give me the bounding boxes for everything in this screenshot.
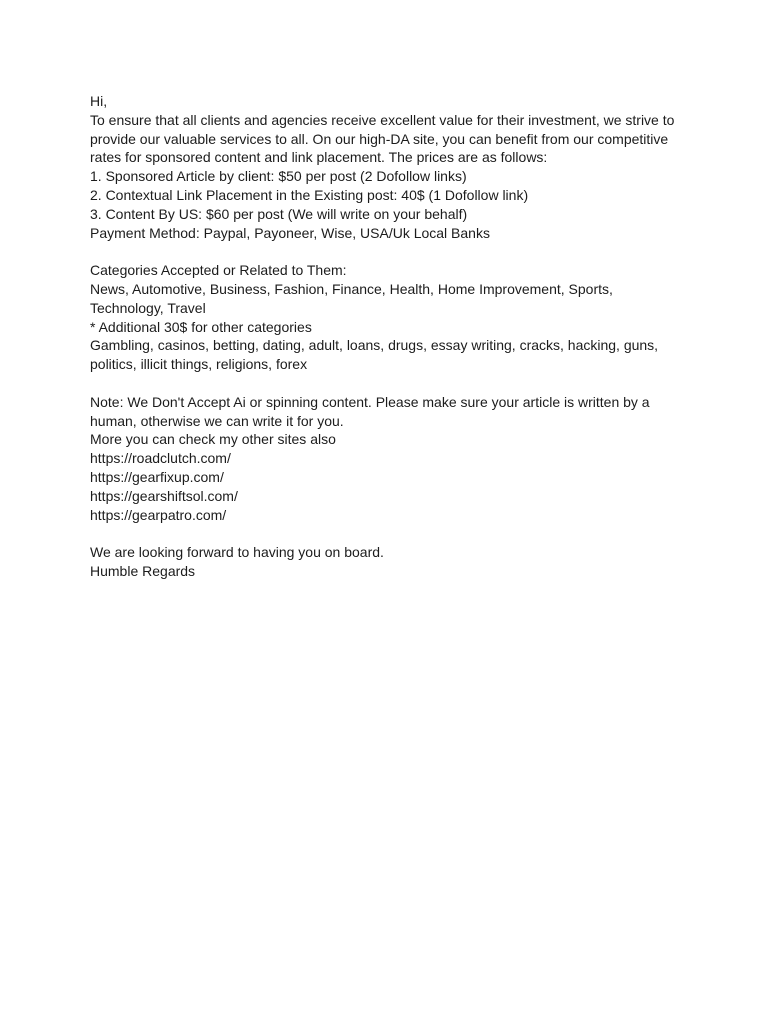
site-url: https://gearpatro.com/	[90, 506, 227, 523]
price-item: 3. Content By US: $60 per post (We will write on your behalf)	[90, 205, 468, 222]
categories-line: News, Automotive, Business, Fashion, Finance, Health, Home Improvement, Sports,	[90, 280, 613, 297]
intro-line: provide our valuable services to all. On our high-DA site, you can benefit from our competitive	[90, 130, 669, 147]
price-item: 2. Contextual Link Placement in the Existing post: 40$ (1 Dofollow link)	[90, 186, 529, 203]
other-categories-line: politics, illicit things, religions, forex	[90, 356, 308, 373]
additional-note: * Additional 30$ for other categories	[90, 318, 312, 335]
letter-body	[90, 92, 680, 581]
other-categories-line: Gambling, casinos, betting, dating, adult, loans, drugs, essay writing, cracks, hacking, guns,	[90, 337, 659, 354]
categories-line: Technology, Travel	[90, 299, 206, 316]
paragraph-spacer	[90, 242, 680, 261]
site-url: https://gearfixup.com/	[90, 468, 224, 485]
note-line: human, otherwise we can write it for you.	[90, 412, 344, 429]
greeting: Hi,	[90, 93, 108, 109]
price-item: 1. Sponsored Article by client: $50 per post (2 Dofollow links)	[90, 168, 467, 185]
site-url: https://gearshiftsol.com/	[90, 487, 238, 504]
paragraph-spacer	[90, 524, 680, 543]
closing: We are looking forward to having you on board.	[90, 544, 384, 561]
intro-line: To ensure that all clients and agencies receive excellent value for their investment, we strive to	[90, 111, 675, 128]
payment-method: Payment Method: Paypal, Payoneer, Wise, USA/Uk Local Banks	[90, 224, 490, 241]
signoff: Humble Regards	[90, 562, 196, 579]
paragraph-spacer	[90, 374, 680, 393]
intro-line: rates for sponsored content and link placement. The prices are as follows:	[90, 149, 548, 166]
categories-heading: Categories Accepted or Related to Them:	[90, 262, 347, 279]
sites-intro: More you can check my other sites also	[90, 431, 336, 448]
site-url: https://roadclutch.com/	[90, 450, 231, 467]
note-line: Note: We Don't Accept Ai or spinning content. Please make sure your article is written by a	[90, 393, 650, 410]
